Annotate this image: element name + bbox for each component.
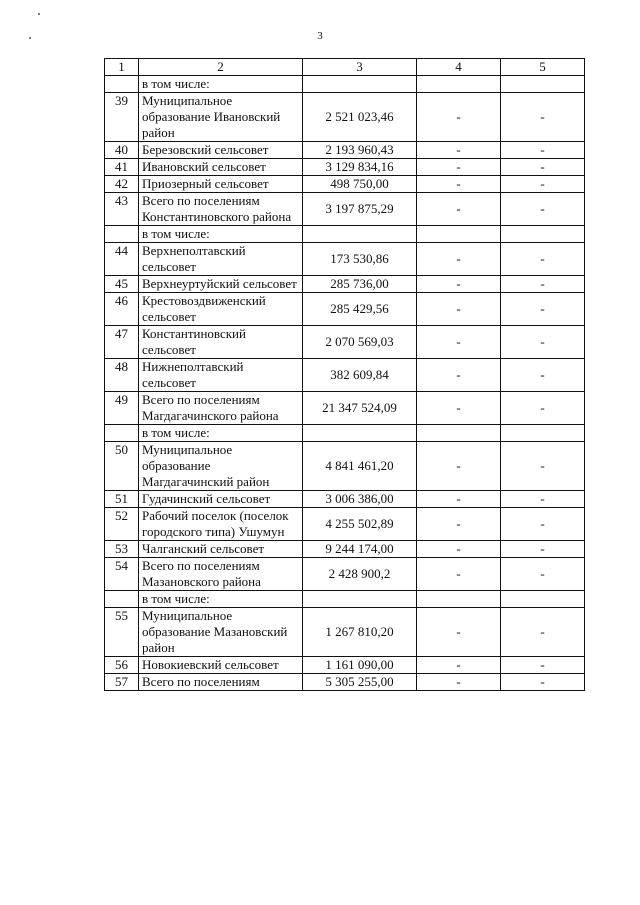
row-number: 41 <box>105 159 139 176</box>
amount-cell <box>303 591 417 608</box>
column-4-cell: - <box>417 657 501 674</box>
column-4-cell: - <box>417 508 501 541</box>
row-number <box>105 76 139 93</box>
column-4-cell: - <box>417 193 501 226</box>
settlement-name: Муниципальное образование Мазановский район <box>139 608 303 657</box>
settlement-name: в том числе: <box>139 425 303 442</box>
column-4-cell: - <box>417 541 501 558</box>
table-row <box>105 541 585 558</box>
column-5-cell: - <box>501 93 585 142</box>
settlement-name: Верхнеполтавский сельсовет <box>139 243 303 276</box>
amount-cell <box>303 76 417 93</box>
column-header-4: 4 <box>417 59 501 76</box>
table-row <box>105 142 585 159</box>
row-number: 51 <box>105 491 139 508</box>
row-number <box>105 226 139 243</box>
settlement-name: в том числе: <box>139 76 303 93</box>
column-4-cell: - <box>417 326 501 359</box>
amount-cell: 21 347 524,09 <box>303 392 417 425</box>
column-5-cell: - <box>501 193 585 226</box>
column-5-cell: - <box>501 293 585 326</box>
table-row <box>105 76 585 93</box>
table-row <box>105 657 585 674</box>
table-row <box>105 591 585 608</box>
table-row <box>105 674 585 691</box>
column-4-cell: - <box>417 558 501 591</box>
column-5-cell: - <box>501 657 585 674</box>
table-row <box>105 442 585 491</box>
settlement-name: Всего по поселениям Мазановского района <box>139 558 303 591</box>
column-5-cell: - <box>501 359 585 392</box>
row-number: 49 <box>105 392 139 425</box>
column-5-cell <box>501 76 585 93</box>
column-5-cell: - <box>501 541 585 558</box>
table-row <box>105 226 585 243</box>
table-row <box>105 176 585 193</box>
column-5-cell: - <box>501 442 585 491</box>
scan-speck <box>38 13 40 15</box>
column-5-cell: - <box>501 608 585 657</box>
settlement-name: в том числе: <box>139 226 303 243</box>
column-5-cell: - <box>501 392 585 425</box>
amount-cell: 285 736,00 <box>303 276 417 293</box>
settlement-name: Муниципальное образование Ивановский район <box>139 93 303 142</box>
table-header-row <box>105 59 585 76</box>
settlement-name: Верхнеуртуйский сельсовет <box>139 276 303 293</box>
amount-cell: 498 750,00 <box>303 176 417 193</box>
column-4-cell: - <box>417 159 501 176</box>
row-number: 43 <box>105 193 139 226</box>
column-5-cell <box>501 425 585 442</box>
settlement-name: в том числе: <box>139 591 303 608</box>
settlement-name: Всего по поселениям Магдагачинского района <box>139 392 303 425</box>
page-number: 3 <box>317 30 323 42</box>
column-4-cell <box>417 226 501 243</box>
amount-cell: 173 530,86 <box>303 243 417 276</box>
column-5-cell <box>501 591 585 608</box>
settlement-name: Всего по поселениям Константиновского района <box>139 193 303 226</box>
row-number: 53 <box>105 541 139 558</box>
settlement-name: Гудачинский сельсовет <box>139 491 303 508</box>
settlement-name: Приозерный сельсовет <box>139 176 303 193</box>
settlement-name: Чалганский сельсовет <box>139 541 303 558</box>
settlement-name: Нижнеполтавский сельсовет <box>139 359 303 392</box>
column-5-cell: - <box>501 491 585 508</box>
settlement-name: Муниципальное образование Магдагачинский район <box>139 442 303 491</box>
table-row <box>105 326 585 359</box>
settlement-name: Константиновский сельсовет <box>139 326 303 359</box>
column-5-cell: - <box>501 243 585 276</box>
column-4-cell: - <box>417 243 501 276</box>
table-row <box>105 491 585 508</box>
table-row <box>105 293 585 326</box>
amount-cell: 3 006 386,00 <box>303 491 417 508</box>
column-4-cell: - <box>417 93 501 142</box>
column-4-cell: - <box>417 142 501 159</box>
row-number: 54 <box>105 558 139 591</box>
scan-speck <box>29 37 31 39</box>
column-4-cell <box>417 591 501 608</box>
column-5-cell: - <box>501 142 585 159</box>
table-row <box>105 359 585 392</box>
amount-cell: 3 197 875,29 <box>303 193 417 226</box>
column-4-cell <box>417 425 501 442</box>
amount-cell <box>303 425 417 442</box>
column-4-cell: - <box>417 674 501 691</box>
table-row <box>105 608 585 657</box>
amount-cell: 2 521 023,46 <box>303 93 417 142</box>
row-number: 44 <box>105 243 139 276</box>
settlement-name: Ивановский сельсовет <box>139 159 303 176</box>
column-5-cell: - <box>501 326 585 359</box>
column-5-cell: - <box>501 176 585 193</box>
row-number <box>105 425 139 442</box>
column-4-cell: - <box>417 608 501 657</box>
column-5-cell: - <box>501 508 585 541</box>
amount-cell: 1 161 090,00 <box>303 657 417 674</box>
amount-cell: 2 428 900,2 <box>303 558 417 591</box>
column-5-cell: - <box>501 558 585 591</box>
column-4-cell: - <box>417 359 501 392</box>
settlement-name: Крестовоздвиженский сельсовет <box>139 293 303 326</box>
amount-cell: 9 244 174,00 <box>303 541 417 558</box>
table-row <box>105 243 585 276</box>
column-4-cell: - <box>417 442 501 491</box>
column-4-cell: - <box>417 392 501 425</box>
row-number: 57 <box>105 674 139 691</box>
column-4-cell <box>417 76 501 93</box>
column-5-cell: - <box>501 159 585 176</box>
column-5-cell <box>501 226 585 243</box>
column-5-cell: - <box>501 674 585 691</box>
table-row <box>105 392 585 425</box>
amount-cell: 382 609,84 <box>303 359 417 392</box>
column-4-cell: - <box>417 276 501 293</box>
column-header-2: 2 <box>139 59 303 76</box>
row-number: 46 <box>105 293 139 326</box>
budget-table <box>104 58 585 691</box>
amount-cell: 2 070 569,03 <box>303 326 417 359</box>
amount-cell: 4 255 502,89 <box>303 508 417 541</box>
table-row <box>105 508 585 541</box>
amount-cell: 4 841 461,20 <box>303 442 417 491</box>
settlement-name: Всего по поселениям <box>139 674 303 691</box>
row-number: 52 <box>105 508 139 541</box>
row-number: 42 <box>105 176 139 193</box>
amount-cell: 285 429,56 <box>303 293 417 326</box>
column-header-1: 1 <box>105 59 139 76</box>
row-number: 55 <box>105 608 139 657</box>
amount-cell: 2 193 960,43 <box>303 142 417 159</box>
settlement-name: Рабочий поселок (поселок городского типа) Ушумун <box>139 508 303 541</box>
column-4-cell: - <box>417 293 501 326</box>
row-number: 45 <box>105 276 139 293</box>
row-number: 50 <box>105 442 139 491</box>
table-row <box>105 425 585 442</box>
amount-cell: 3 129 834,16 <box>303 159 417 176</box>
row-number: 47 <box>105 326 139 359</box>
settlement-name: Новокиевский сельсовет <box>139 657 303 674</box>
column-4-cell: - <box>417 491 501 508</box>
settlement-name: Березовский сельсовет <box>139 142 303 159</box>
table-body <box>105 76 585 691</box>
amount-cell <box>303 226 417 243</box>
column-5-cell: - <box>501 276 585 293</box>
row-number: 48 <box>105 359 139 392</box>
table-row <box>105 276 585 293</box>
table-row <box>105 93 585 142</box>
amount-cell: 1 267 810,20 <box>303 608 417 657</box>
row-number: 40 <box>105 142 139 159</box>
amount-cell: 5 305 255,00 <box>303 674 417 691</box>
column-header-5: 5 <box>501 59 585 76</box>
table-row <box>105 159 585 176</box>
row-number: 39 <box>105 93 139 142</box>
column-4-cell: - <box>417 176 501 193</box>
table-row <box>105 193 585 226</box>
row-number: 56 <box>105 657 139 674</box>
row-number <box>105 591 139 608</box>
column-header-3: 3 <box>303 59 417 76</box>
table-row <box>105 558 585 591</box>
